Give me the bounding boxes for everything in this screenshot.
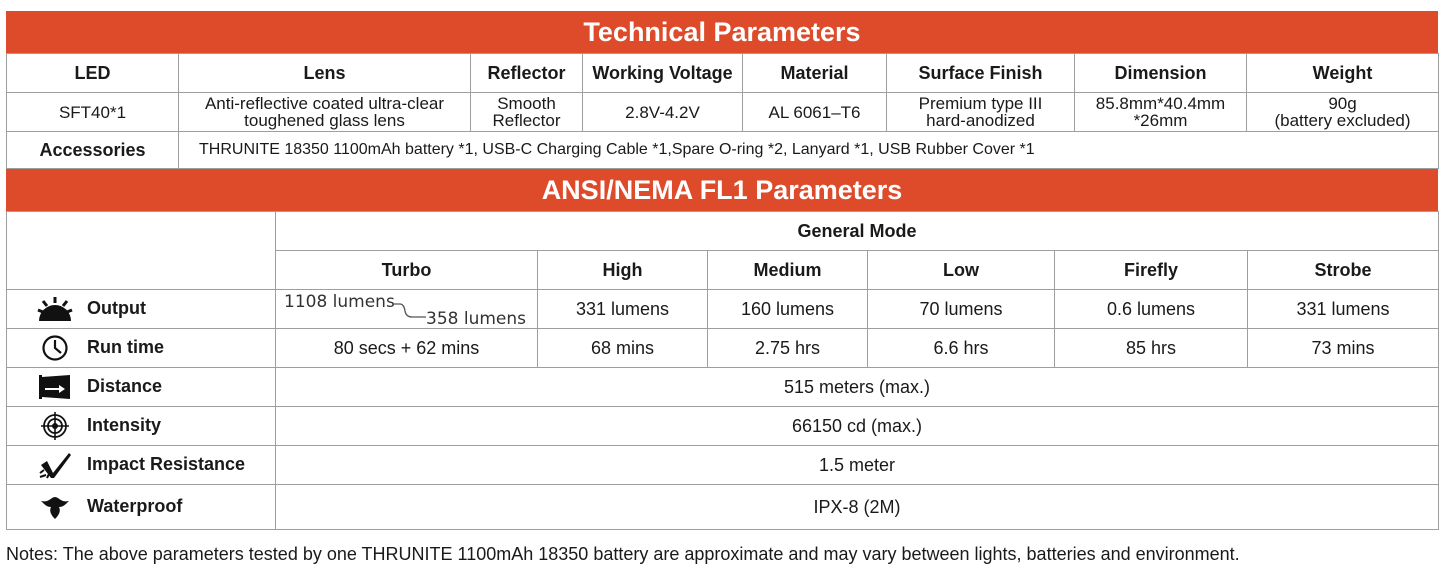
value-led: SFT40*1	[7, 93, 179, 132]
output-strobe: 331 lumens	[1248, 290, 1439, 329]
blank-corner-cell	[7, 212, 276, 290]
technical-parameters-banner: Technical Parameters	[6, 11, 1438, 53]
technical-table	[6, 53, 1439, 169]
header-material: Material	[743, 54, 887, 93]
spec-sheet	[6, 11, 1438, 530]
value-reflector	[471, 93, 583, 132]
mode-turbo: Turbo	[276, 251, 538, 290]
distance-row	[7, 368, 1439, 407]
ansi-table	[6, 211, 1439, 530]
accessories-text: THRUNITE 18350 1100mAh battery *1, USB-C Charging Cable *1,Spare O-ring *2, Lanyard *1, USB Rubber Cover *1	[179, 132, 1439, 169]
notes-text: Notes: The above parameters tested by one THRUNITE 1100mAh 18350 battery are approximate and may vary between lights, batteries and environment.	[6, 544, 1240, 564]
runtime-turbo: 80 secs + 62 mins	[276, 329, 538, 368]
waterproof-value: IPX-8 (2M)	[276, 485, 1439, 530]
runtime-low: 6.6 hrs	[868, 329, 1055, 368]
distance-label: Distance	[87, 375, 163, 396]
sun-icon	[37, 295, 73, 323]
runtime-medium: 2.75 hrs	[708, 329, 868, 368]
header-dimension: Dimension	[1075, 54, 1247, 93]
mode-strobe: Strobe	[1248, 251, 1439, 290]
waterproof-row	[7, 485, 1439, 530]
mode-firefly: Firefly	[1055, 251, 1248, 290]
mode-high: High	[538, 251, 708, 290]
value-voltage: 2.8V-4.2V	[583, 93, 743, 132]
value-dimension-line2: *26mm	[1133, 111, 1188, 130]
value-lens-line2: toughened glass lens	[244, 111, 405, 130]
value-dimension	[1075, 93, 1247, 132]
intensity-value: 66150 cd (max.)	[276, 407, 1439, 446]
header-reflector: Reflector	[471, 54, 583, 93]
value-material: AL 6061–T6	[743, 93, 887, 132]
impact-value: 1.5 meter	[276, 446, 1439, 485]
output-row	[7, 290, 1439, 329]
runtime-label: Run time	[87, 336, 165, 357]
runtime-row	[7, 329, 1439, 368]
value-reflector-line1: Smooth	[497, 94, 556, 113]
value-dimension-line1: 85.8mm*40.4mm	[1095, 94, 1226, 113]
value-weight	[1247, 93, 1439, 132]
clock-icon	[37, 334, 73, 362]
output-label: Output	[87, 297, 146, 318]
runtime-high: 68 mins	[538, 329, 708, 368]
mode-medium: Medium	[708, 251, 868, 290]
crosshair-icon	[37, 412, 73, 440]
output-firefly: 0.6 lumens	[1055, 290, 1248, 329]
value-finish-line1: Premium type III	[918, 94, 1043, 113]
runtime-firefly: 85 hrs	[1055, 329, 1248, 368]
header-working-voltage: Working Voltage	[583, 54, 743, 93]
runtime-strobe: 73 mins	[1248, 329, 1439, 368]
value-lens-line1: Anti-reflective coated ultra-clear	[204, 94, 445, 113]
output-turbo	[276, 290, 538, 329]
ansi-parameters-banner: ANSI/NEMA FL1 Parameters	[6, 169, 1438, 211]
impact-label-cell	[7, 446, 276, 485]
general-mode-title: General Mode	[276, 212, 1439, 251]
impact-label: Impact Resistance	[87, 453, 246, 474]
waterproof-label: Waterproof	[87, 495, 183, 516]
turbo-end-lumens: 358 lumens	[426, 309, 526, 329]
impact-row	[7, 446, 1439, 485]
mode-low: Low	[868, 251, 1055, 290]
output-medium: 160 lumens	[708, 290, 868, 329]
impact-check-icon	[37, 451, 73, 479]
header-lens: Lens	[179, 54, 471, 93]
technical-values-row	[7, 93, 1439, 132]
value-weight-line1: 90g	[1328, 94, 1357, 113]
distance-value: 515 meters (max.)	[276, 368, 1439, 407]
header-led: LED	[7, 54, 179, 93]
turbo-start-lumens: 1108 lumens	[284, 292, 395, 312]
accessories-row	[7, 132, 1439, 169]
intensity-row	[7, 407, 1439, 446]
runtime-label-cell	[7, 329, 276, 368]
general-mode-row	[7, 212, 1439, 251]
intensity-label: Intensity	[87, 414, 162, 435]
distance-label-cell	[7, 368, 276, 407]
technical-header-row	[7, 54, 1439, 93]
value-lens	[179, 93, 471, 132]
waterproof-label-cell	[7, 485, 276, 530]
header-weight: Weight	[1247, 54, 1439, 93]
output-high: 331 lumens	[538, 290, 708, 329]
value-finish-line2: hard-anodized	[926, 111, 1035, 130]
value-reflector-line2: Reflector	[492, 111, 561, 130]
output-label-cell	[7, 290, 276, 329]
header-surface-finish: Surface Finish	[887, 54, 1075, 93]
accessories-label: Accessories	[7, 132, 179, 169]
water-splash-icon	[37, 493, 73, 521]
value-finish	[887, 93, 1075, 132]
intensity-label-cell	[7, 407, 276, 446]
turbo-stepdown-curve	[392, 302, 428, 320]
output-low: 70 lumens	[868, 290, 1055, 329]
value-weight-line2: (battery excluded)	[1274, 111, 1411, 130]
beam-distance-icon	[37, 373, 73, 401]
